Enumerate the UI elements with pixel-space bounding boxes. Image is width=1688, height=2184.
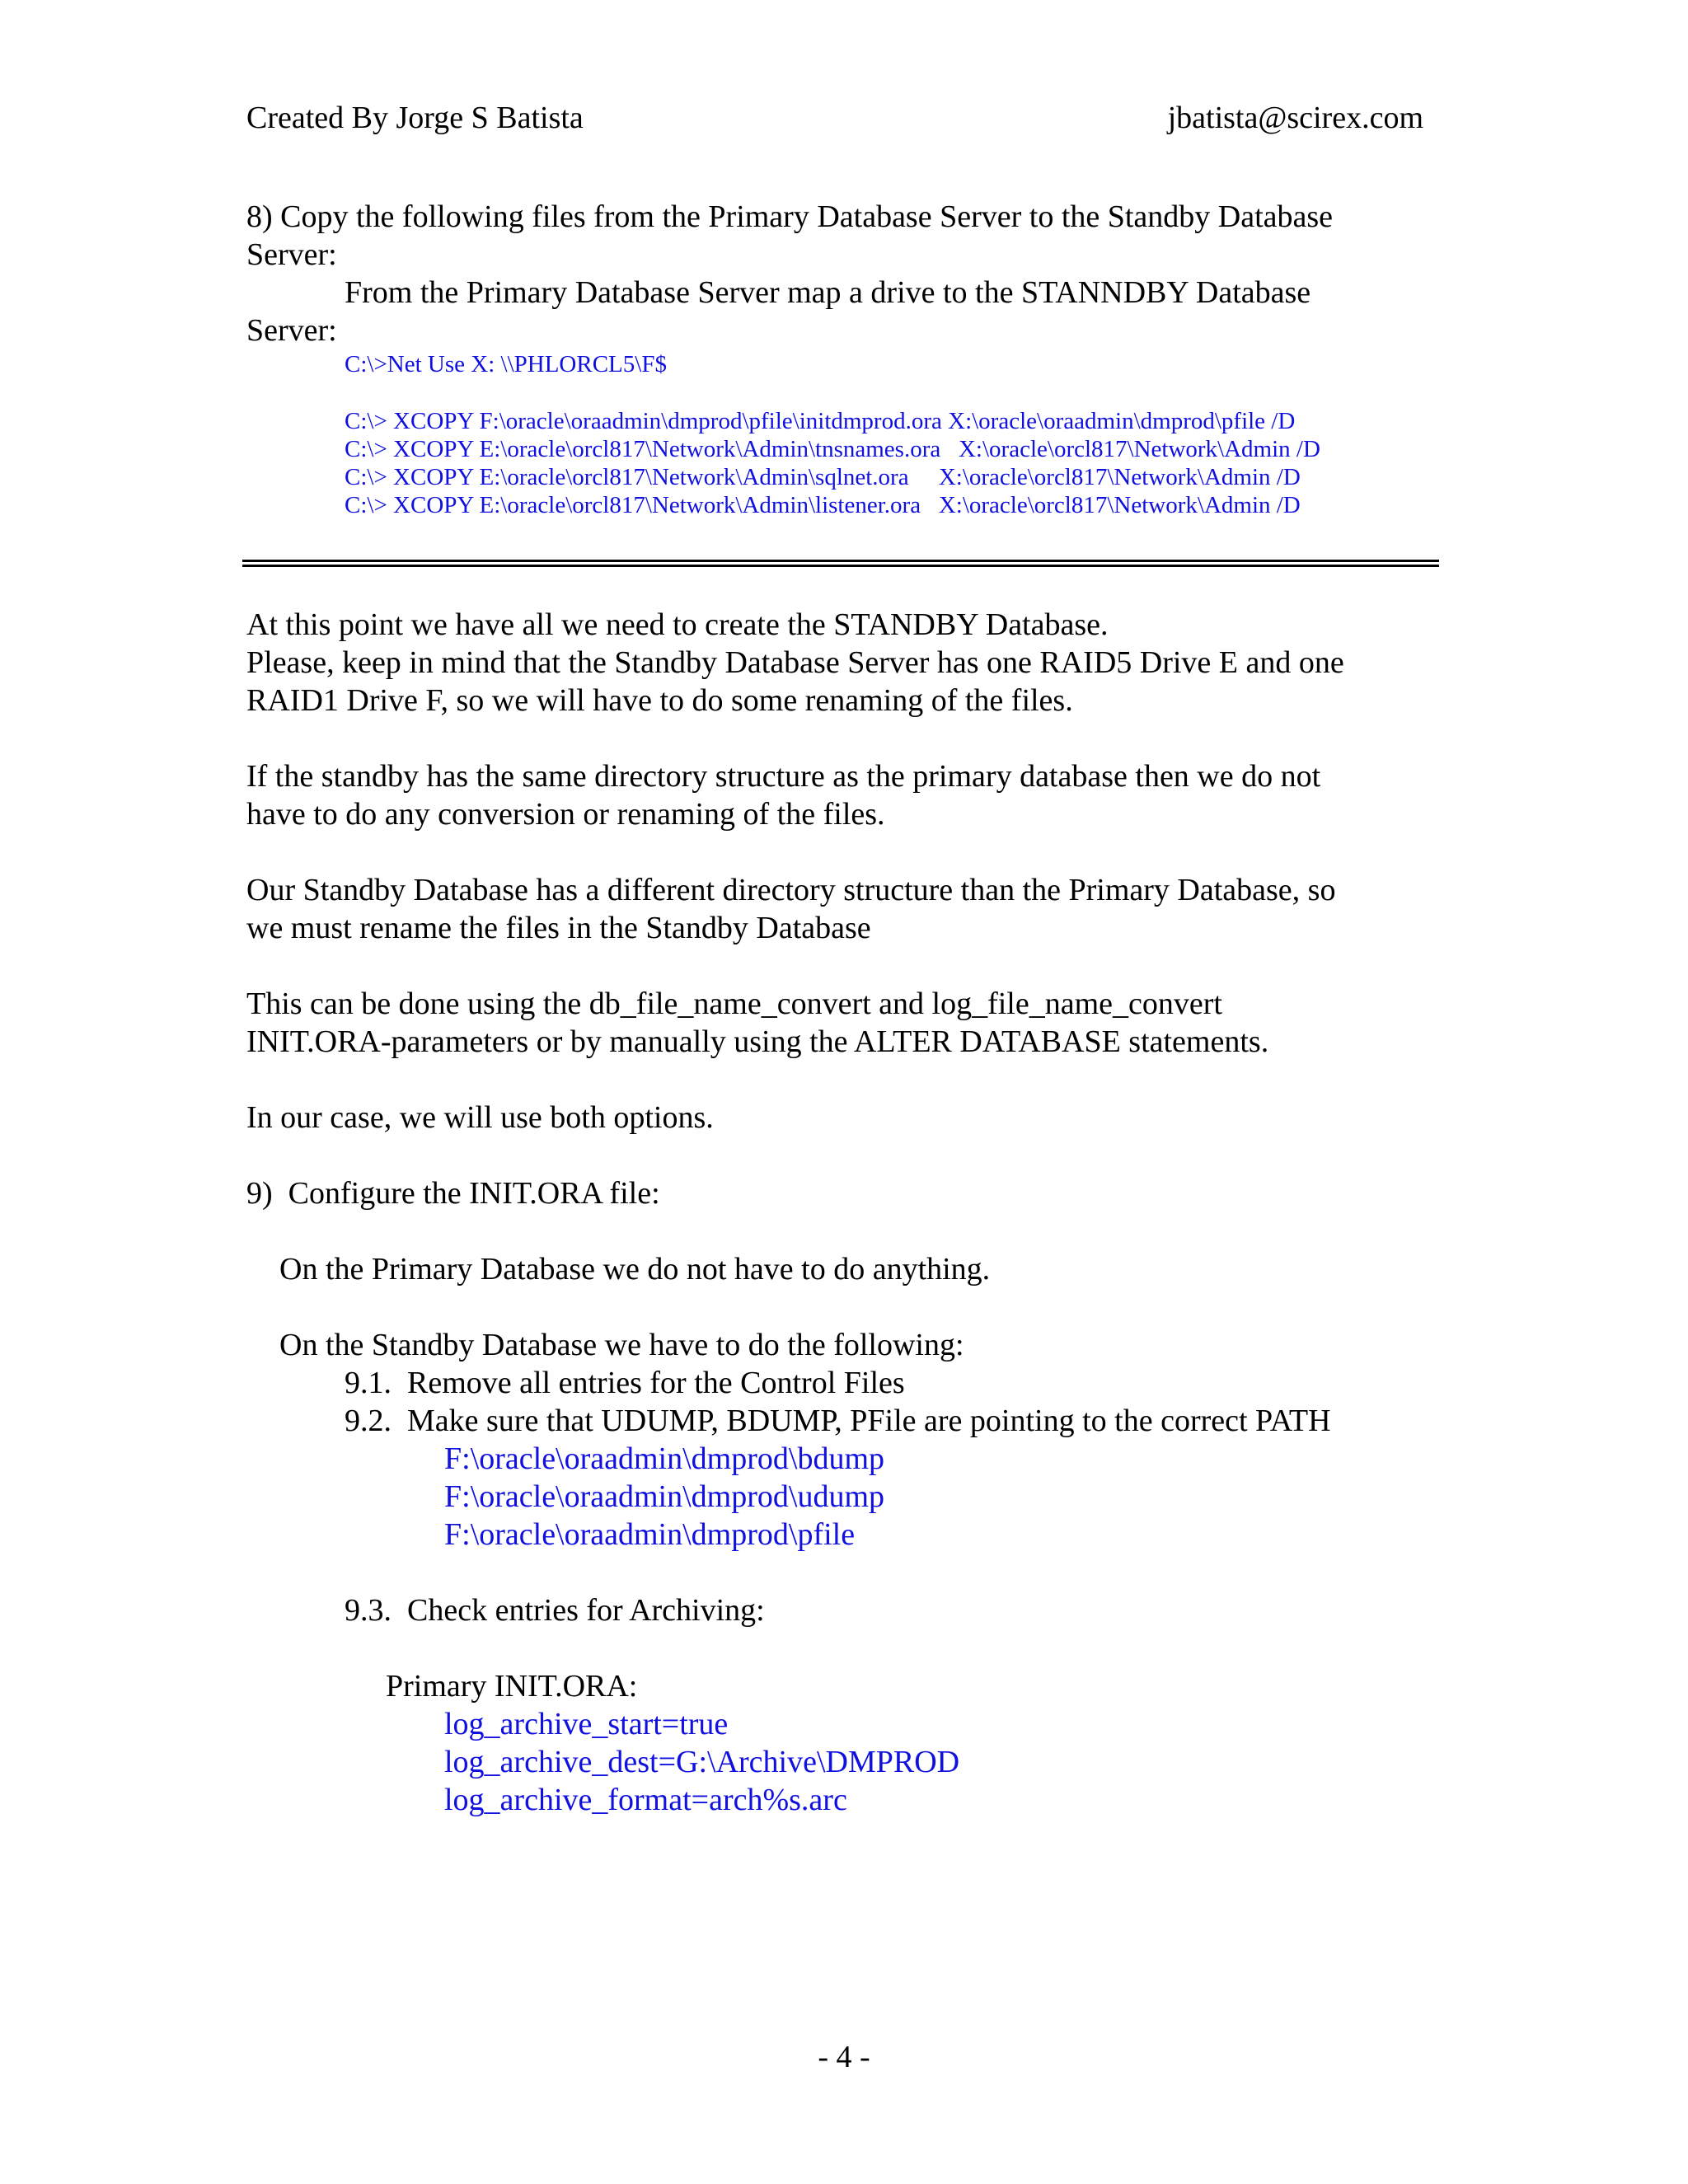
command-xcopy-sqlnet: C:\> XCOPY E:\oracle\orcl817\Network\Admin\sqlnet.ora X:\oracle\orcl817\Network\Admin /D [345,464,1301,490]
command-xcopy-listener: C:\> XCOPY E:\oracle\orcl817\Network\Admin\listener.ora X:\oracle\orcl817\Network\Admin /D [345,492,1301,518]
step8-line3: From the Primary Database Server map a drive to the STANNDBY Database [345,275,1311,310]
step9-standby-note: On the Standby Database we have to do the following: [279,1328,964,1362]
path-udump: F:\oracle\oraadmin\dmprod\udump [444,1479,885,1514]
archive-format: log_archive_format=arch%s.arc [444,1783,847,1817]
header-author: Created By Jorge S Batista [246,101,584,135]
para1-line3: RAID1 Drive F, so we will have to do some renaming of the files. [246,683,1073,718]
path-pfile: F:\oracle\oraadmin\dmprod\pfile [444,1517,856,1552]
step9-item1: 9.1. Remove all entries for the Control Files [345,1366,905,1400]
command-xcopy-tnsnames: C:\> XCOPY E:\oracle\orcl817\Network\Admin\tnsnames.ora X:\oracle\orcl817\Network\Admin /D [345,436,1320,462]
para3-line1: Our Standby Database has a different directory structure than the Primary Database, so [246,873,1336,907]
archive-start: log_archive_start=true [444,1707,729,1741]
primary-init-label: Primary INIT.ORA: [386,1669,638,1704]
step9-title: 9) Configure the INIT.ORA file: [246,1176,660,1211]
divider-bottom-line [242,565,1439,567]
step9-item3: 9.3. Check entries for Archiving: [345,1593,765,1628]
para1-line1: At this point we have all we need to create the STANDBY Database. [246,607,1109,642]
header-email: jbatista@scirex.com [1167,101,1423,135]
para5: In our case, we will use both options. [246,1100,714,1135]
step9-primary-note: On the Primary Database we do not have to do anything. [279,1252,991,1286]
path-bdump: F:\oracle\oraadmin\dmprod\bdump [444,1441,885,1476]
command-xcopy-init: C:\> XCOPY F:\oracle\oraadmin\dmprod\pfile\initdmprod.ora X:\oracle\oraadmin\dmprod\pfile /D [345,408,1296,434]
step8-line1: 8) Copy the following files from the Primary Database Server to the Standby Database [246,199,1334,234]
archive-dest: log_archive_dest=G:\Archive\DMPROD [444,1745,960,1779]
para2-line1: If the standby has the same directory structure as the primary database then we do not [246,759,1321,794]
para1-line2: Please, keep in mind that the Standby Database Server has one RAID5 Drive E and one [246,645,1344,680]
para2-line2: have to do any conversion or renaming of the files. [246,797,885,832]
step9-item2: 9.2. Make sure that UDUMP, BDUMP, PFile are pointing to the correct PATH [345,1404,1331,1438]
para4-line2: INIT.ORA-parameters or by manually using the ALTER DATABASE statements. [246,1024,1269,1059]
step8-line4: Server: [246,313,337,348]
step8-line2: Server: [246,237,337,272]
command-net-use: C:\>Net Use X: \\PHLORCL5\F$ [345,351,667,377]
para4-line1: This can be done using the db_file_name_convert and log_file_name_convert [246,987,1222,1021]
para3-line2: we must rename the files in the Standby Database [246,911,871,945]
divider-top-line [242,560,1439,562]
page-number: - 4 - [818,2040,870,2074]
